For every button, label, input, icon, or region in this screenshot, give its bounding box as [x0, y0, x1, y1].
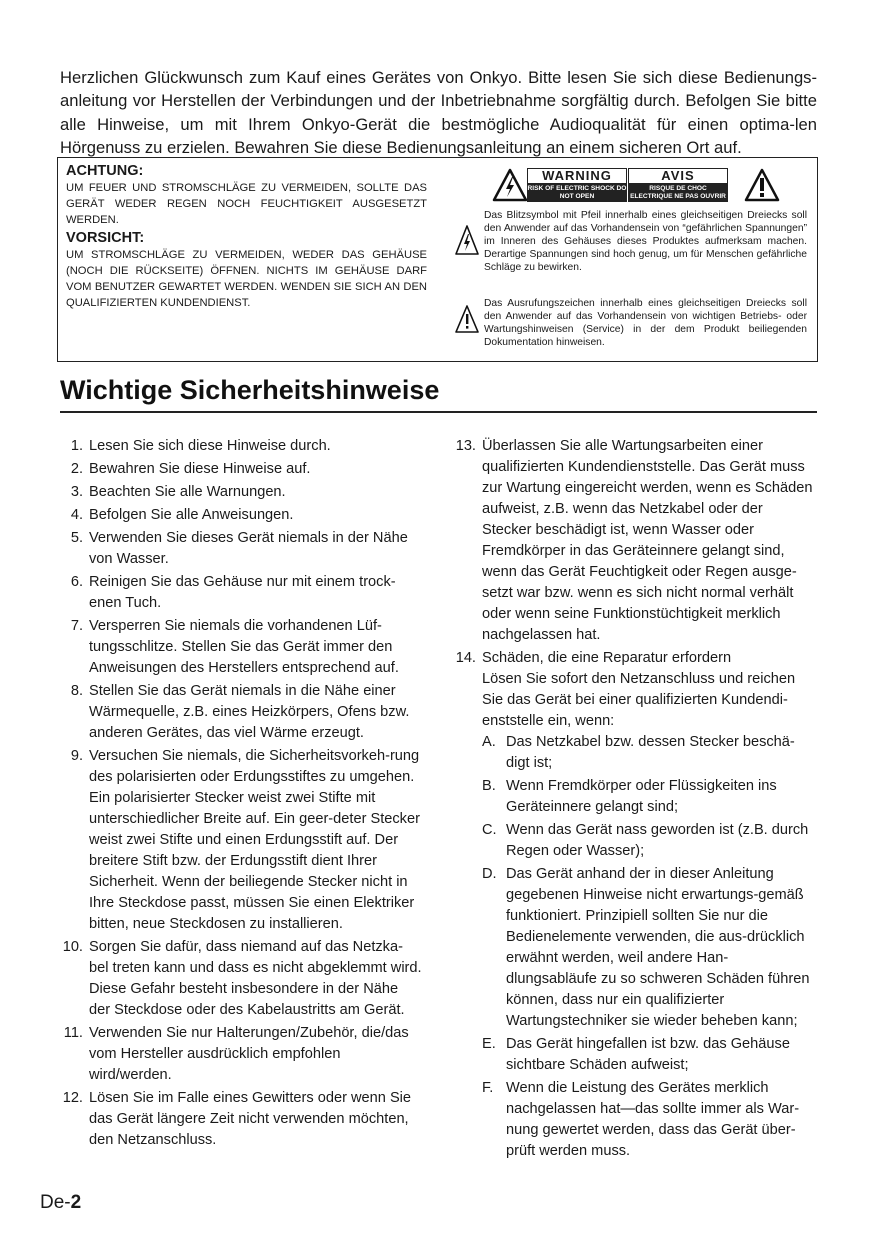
- page-prefix: De-: [40, 1192, 71, 1213]
- lightning-triangle-icon: [492, 168, 528, 202]
- avis-label-subtitle: RISQUE DE CHOC ELECTRIQUE NE PAS OUVRIR: [628, 184, 728, 202]
- avis-label: [628, 168, 728, 204]
- intro-paragraph: Herzlichen Glückwunsch zum Kauf eines Gerätes von Onkyo. Bitte lesen Sie sich diese Bedienungs-anleitung vor Herstellen der Verbindungen und der Inbetriebnahme sorgfältig durch. Befolgen Sie bitte alle Hinweise, um mit Ihrem Onkyo-Gerät die bestmögliche Audioqualität für einen optima-len Hörgenuss zu erzielen. Bewahren Sie diese Bedienungsanleitung an einem sicheren Ort auf.: [60, 67, 817, 158]
- list-item: 4. Befolgen Sie alle Anweisungen.: [70, 507, 294, 523]
- exclamation-explanation: Das Ausrufungszeichen innerhalb eines gleichseitigen Dreiecks soll den Anwender auf das Vorhandensein von wichtigen Betriebs- oder Wartungshinweisen (Service) in der dem Produkt beiliegenden Dokumentation hinweisen.: [484, 298, 807, 348]
- warning-text-column: [66, 163, 427, 313]
- sub-list-item: E. Das Gerät hingefallen ist bzw. das Gehäuse sichtbare Schäden aufweist;: [482, 1036, 790, 1073]
- list-item: 13. Überlassen Sie alle Wartungsarbeiten einer qualifizierten Kundendienststelle. Das Gerät muss zur Wartung eingereicht werden, wenn es Schäden aufweist, z.B. wenn das Netzkabel oder der Stecker beschädigt ist, wenn Wasser oder Fremdkörper in das Geräteinnere gelangt sind, wenn das Gerät Feuchtigkeit oder Regen ausge-setzt war bzw. wenn es sich nicht normal verhält oder wenn seine Funktionstüchtigkeit merklich nachgelassen hat.: [455, 438, 813, 643]
- sub-list-item: F. Wenn die Leistung des Gerätes merklich nachgelassen hat—das sollte immer als War-nung gewertet werden, dass das Gerät über-prüft werden muss.: [482, 1080, 800, 1159]
- lightning-explanation: Das Blitzsymbol mit Pfeil innerhalb eines gleichseitigen Dreiecks soll den Anwender auf das Vorhandensein von “gefährlichen Spannungen” im Inneren des Gehäuses dieses Produktes aufmerksam machen. Derartige Spannungen sind hoch genug, um für Menschen gefährliche Schläge zu bewirken.: [484, 210, 807, 273]
- list-item: 1. Lesen Sie sich diese Hinweise durch.: [70, 438, 331, 454]
- list-item: 7. Versperren Sie niemals die vorhandenen Lüf-tungsschlitze. Stellen Sie das Gerät immer den Anweisungen des Herstellers entsprechend auf.: [70, 618, 399, 676]
- list-item: 6. Reinigen Sie das Gehäuse nur mit einem trock-enen Tuch.: [70, 574, 396, 611]
- item-14-body: Lösen Sie sofort den Netzanschluss und reichen Sie das Gerät bei einer qualifizierten Kundendi-enststelle ein, wenn:: [482, 671, 796, 729]
- page-digit: 2: [70, 1192, 82, 1213]
- achtung-title: ACHTUNG:: [66, 163, 144, 179]
- section-heading: Wichtige Sicherheitshinweise: [60, 375, 440, 405]
- warning-box: [57, 157, 818, 362]
- avis-label-title: AVIS: [628, 168, 728, 184]
- vorsicht-text: UM STROMSCHLÄGE ZU VERMEIDEN, WEDER DAS GEHÄUSE (NOCH DIE RÜCKSEITE) ÖFFNEN. NICHTS IM GEHÄUSE DARF VOM BENUTZER GEWARTET WERDEN. WENDEN SIE SICH AN DEN QUALIFIZIERTEN KUNDENDIENST.: [66, 249, 427, 309]
- warning-label: [527, 168, 627, 204]
- warning-sign-row: [454, 166, 810, 208]
- achtung-text: UM FEUER UND STROMSCHLÄGE ZU VERMEIDEN, SOLLTE DAS GERÄT WEDER REGEN NOCH FEUCHTIGKEIT AUSGESETZT WERDEN.: [66, 182, 427, 226]
- warning-label-subtitle: RISK OF ELECTRIC SHOCK DO NOT OPEN: [527, 185, 627, 200]
- heading-rule: [60, 411, 817, 413]
- list-item: 5. Verwenden Sie dieses Gerät niemals in der Nähe von Wasser.: [70, 530, 408, 567]
- sub-list-item: A. Das Netzkabel bzw. dessen Stecker beschä-digt ist;: [482, 734, 795, 771]
- instructions-left-column: [60, 436, 422, 1153]
- sub-list-item: B. Wenn Fremdkörper oder Flüssigkeiten ins Geräteinnere gelangt sind;: [482, 778, 777, 815]
- sub-list-item: D. Das Gerät anhand der in dieser Anleitung gegebenen Hinweise nicht erwartungs-gemäß funktioniert. Prinzipiell sollten Sie nur die Bedienelemente verwenden, die aus-drücklich erwähnt werden, weil andere Han-dlungsabläufe zu so schweren Schäden führen können, dass nur ein qualifizierter Wartungstechniker sie wieder beheben kann;: [482, 866, 810, 1029]
- list-item: 2. Bewahren Sie diese Hinweise auf.: [70, 461, 311, 477]
- list-item: 12. Lösen Sie im Falle eines Gewitters oder wenn Sie das Gerät längere Zeit nicht verwenden möchten, den Netzanschluss.: [62, 1090, 412, 1148]
- list-item: 3. Beachten Sie alle Warnungen.: [70, 484, 286, 500]
- warning-label-title: WARNING: [527, 168, 627, 184]
- list-item: 10. Sorgen Sie dafür, dass niemand auf das Netzka-bel treten kann und dass es nicht abgeklemmt wird. Diese Gefahr besteht insbesondere in der Nähe der Steckdose oder des Kabelaustritts am Gerät.: [62, 939, 422, 1018]
- exclamation-triangle-small-icon: [454, 304, 480, 334]
- instructions-right-column: [453, 436, 815, 1164]
- sublist: [482, 732, 815, 1162]
- list-item: 8. Stellen Sie das Gerät niemals in die Nähe einer Wärmequelle, z.B. eines Heizkörpers, Ofens bzw. anderen Gerätes, das viel Wärme erzeugt.: [70, 683, 410, 741]
- page-number: [40, 1192, 81, 1214]
- exclamation-triangle-icon: [744, 168, 780, 202]
- vorsicht-title: VORSICHT:: [66, 230, 145, 246]
- lightning-triangle-small-icon: [454, 224, 480, 256]
- warning-symbols-column: [454, 166, 810, 356]
- list-item: 11. Verwenden Sie nur Halterungen/Zubehör, die/das vom Hersteller ausdrücklich empfohlen wird/werden.: [63, 1025, 409, 1083]
- sub-list-item: C. Wenn das Gerät nass geworden ist (z.B. durch Regen oder Wasser);: [482, 822, 809, 859]
- list-item: 14. Schäden, die eine Reparatur erfordern Lösen Sie sofort den Netzanschluss und reichen Sie das Gerät bei einer qualifizierten Kundendi-enststelle ein, wenn: A. Das Netzkabel bzw. dessen Stecker beschä-digt ist; B. Wenn Fremdkörper oder Flüssigkeiten ins Geräteinnere gelangt sind; C. Wenn das Gerät nass geworden ist (z.B. durch Regen oder Wasser); D. Das Gerät anhand der in dieser Anleitung gegebenen Hinweise nicht erwartungs-gemäß funktioniert. Prinzipiell sollten Sie nur die Bedienelemente verwenden, die aus-drücklich erwähnt werden, weil andere Han-dlungsabläufe zu so schweren Schäden führen können, dass nur ein qualifizierter Wartungstechniker sie wieder beheben kann; E. Das Gerät hingefallen ist bzw. das Gehäuse sichtbare Schäden aufweist; F. Wenn die Leistung des Gerätes merklich nachgelassen hat—das sollte immer als War-nung gewertet werden, dass das Gerät über-prüft werden muss.: [453, 648, 815, 1162]
- item-14-title: Schäden, die eine Reparatur erfordern: [482, 650, 732, 666]
- list-item: 9. Versuchen Sie niemals, die Sicherheitsvorkeh-rung des polarisierten oder Erdungsstiftes zu umgehen. Ein polarisierter Stecker weist zwei Stifte mit unterschiedlicher Breite auf. Ein geer-deter Stecker weist zwei Stifte und einen Erdungsstift auf. Der breitere Stift bzw. der Erdungsstift dient Ihrer Sicherheit. Wenn der beiliegende Stecker nicht in Ihre Steckdose passt, müssen Sie einen Elektriker bitten, neue Steckdosen zu installieren.: [70, 748, 420, 932]
